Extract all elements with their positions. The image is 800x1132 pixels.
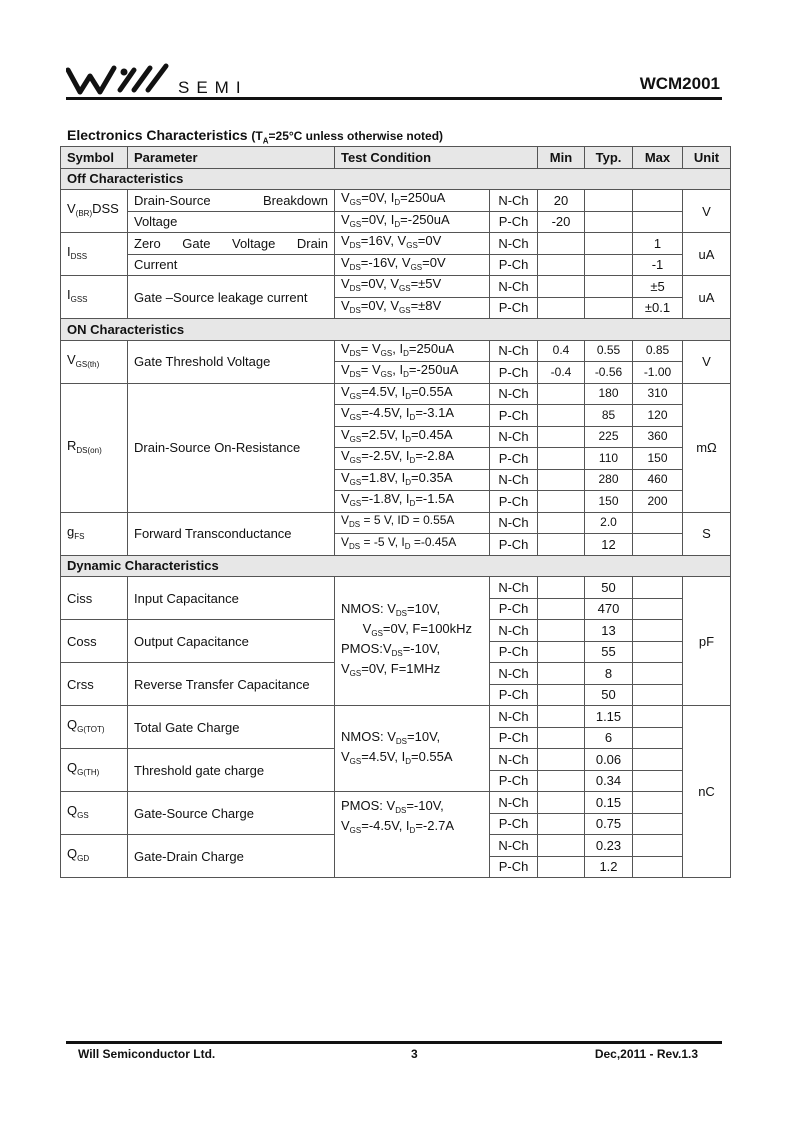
typ-value: 0.15: [585, 792, 633, 814]
symbol-vgsth: $V_{GS(th)}$: [61, 340, 128, 383]
param-vbr-line1: Drain-Source Breakdown: [128, 190, 335, 212]
symbol-coss: Coss: [61, 620, 128, 663]
header-rule: [66, 97, 722, 100]
typ-value: 55: [585, 641, 633, 663]
channel: N-Ch: [490, 620, 538, 642]
channel: P-Ch: [490, 813, 538, 835]
col-typ: Typ.: [585, 147, 633, 169]
symbol-idss: $I_{DSS}$: [61, 233, 128, 276]
channel: N-Ch: [490, 340, 538, 362]
min-value: -20: [538, 211, 585, 233]
typ-value: 13: [585, 620, 633, 642]
param-qg: Total Gate Charge: [128, 706, 335, 749]
cond: $V_{GS}=0V$, $I_D=250uA$: [335, 190, 490, 212]
cond: $V_{GS}=-4.5V$, $I_D=-3.1A$: [335, 405, 490, 427]
typ-value: 2.0: [585, 512, 633, 534]
typ-value: 0.06: [585, 749, 633, 771]
unit: uA: [683, 233, 731, 276]
title-main: Electronics Characteristics: [67, 127, 248, 143]
channel: P-Ch: [490, 727, 538, 749]
channel: P-Ch: [490, 684, 538, 706]
symbol-qgth: $Q_{G(TH)}$: [61, 749, 128, 792]
cond: $V_{GS}=2.5V$, $I_D=0.45A$: [335, 426, 490, 448]
typ-value: 470: [585, 598, 633, 620]
cond-capacitance: NMOS: $V_{DS}=10V$, $V_{GS}=0V$, F=100kHz $PMOS:V_{DS}=-10V$, $V_{GS}=0V$, F=1MHz: [335, 577, 490, 706]
cond: $V_{GS}=4.5V$, $I_D=0.55A$: [335, 383, 490, 405]
channel: P-Ch: [490, 641, 538, 663]
param-vth: Gate Threshold Voltage: [128, 340, 335, 383]
typ-value: 225: [585, 426, 633, 448]
unit: mΩ: [683, 383, 731, 512]
cond: $V_{DS}=-16V$, $V_{GS}=0V$: [335, 254, 490, 276]
param-qgth: Threshold gate charge: [128, 749, 335, 792]
brand-text: SEMI: [178, 78, 248, 97]
max-value: 360: [633, 426, 683, 448]
table-header-row: [61, 147, 731, 169]
typ-value: 0.55: [585, 340, 633, 362]
channel: P-Ch: [490, 491, 538, 513]
section-title: [67, 127, 443, 145]
param-gfs: Forward Transconductance: [128, 512, 335, 555]
symbol-ciss: Ciss: [61, 577, 128, 620]
param-igss: Gate –Source leakage current: [128, 276, 335, 319]
channel: P-Ch: [490, 297, 538, 319]
table-row: [61, 512, 731, 534]
param-ciss: Input Capacitance: [128, 577, 335, 620]
channel: P-Ch: [490, 405, 538, 427]
channel: N-Ch: [490, 276, 538, 298]
unit: V: [683, 340, 731, 383]
symbol-vbrdss: $V_{(BR)}DSS$: [61, 190, 128, 233]
typ-value: 50: [585, 684, 633, 706]
channel: N-Ch: [490, 835, 538, 857]
table-row: [61, 211, 731, 233]
typ-value: 12: [585, 534, 633, 556]
cond: $V_{GS}=0V$, $I_D=-250uA$: [335, 211, 490, 233]
param-qgs: Gate-Source Charge: [128, 792, 335, 835]
min-value: 20: [538, 190, 585, 212]
cond: $V_{DS}=0V$, $V_{GS}=\pm 5V$: [335, 276, 490, 298]
cond: $V_{DS}=16V$, $V_{GS}=0V$: [335, 233, 490, 255]
unit: nC: [683, 706, 731, 878]
param-idss-line1: Zero Gate Voltage Drain: [128, 233, 335, 255]
max-value: ±0.1: [633, 297, 683, 319]
typ-value: 8: [585, 663, 633, 685]
max-value: 120: [633, 405, 683, 427]
typ-value: 85: [585, 405, 633, 427]
col-unit: Unit: [683, 147, 731, 169]
cond: $V_{GS}=-1.8V$, $I_D=-1.5A$: [335, 491, 490, 513]
page-header: [66, 62, 720, 102]
channel: P-Ch: [490, 856, 538, 878]
channel: N-Ch: [490, 469, 538, 491]
cond: $V_{GS}=-2.5V$, $I_D=-2.8A$: [335, 448, 490, 470]
footer-company: Will Semiconductor Ltd.: [78, 1047, 216, 1061]
table-row: [61, 233, 731, 255]
symbol-igss: $I_{GSS}$: [61, 276, 128, 319]
channel: P-Ch: [490, 598, 538, 620]
typ-value: 0.34: [585, 770, 633, 792]
unit: uA: [683, 276, 731, 319]
symbol-crss: Crss: [61, 663, 128, 706]
symbol-gfs: $g_{FS}$: [61, 512, 128, 555]
table-row: [61, 254, 731, 276]
channel: P-Ch: [490, 770, 538, 792]
channel: P-Ch: [490, 534, 538, 556]
typ-value: 6: [585, 727, 633, 749]
characteristics-table: [60, 146, 731, 878]
channel: N-Ch: [490, 706, 538, 728]
channel: N-Ch: [490, 512, 538, 534]
typ-value: 0.75: [585, 813, 633, 835]
cond: $V_{DS}=0V$, $V_{GS}=\pm 8V$: [335, 297, 490, 319]
channel: N-Ch: [490, 577, 538, 599]
max-value: 200: [633, 491, 683, 513]
channel: P-Ch: [490, 448, 538, 470]
will-semi-logo: [66, 62, 172, 96]
channel: N-Ch: [490, 383, 538, 405]
typ-value: 1.2: [585, 856, 633, 878]
footer-revision: Dec,2011 - Rev.1.3: [594, 1047, 698, 1061]
max-value: 150: [633, 448, 683, 470]
typ-value: 0.23: [585, 835, 633, 857]
symbol-rdson: $R_{DS(on)}$: [61, 383, 128, 512]
table-row: [61, 792, 731, 814]
typ-value: 50: [585, 577, 633, 599]
symbol-qgtot: $Q_{G(TOT)}$: [61, 706, 128, 749]
cond-charge-nmos: NMOS: $V_{DS}=10V$, $V_{GS}=4.5V$, $I_D=0.55A$: [335, 706, 490, 792]
max-value: -1: [633, 254, 683, 276]
param-qgd: Gate-Drain Charge: [128, 835, 335, 878]
col-max: Max: [633, 147, 683, 169]
param-rds: Drain-Source On-Resistance: [128, 383, 335, 512]
col-parameter: Parameter: [128, 147, 335, 169]
section-row-on: ON Characteristics: [61, 319, 731, 341]
channel: P-Ch: [490, 254, 538, 276]
channel: P-Ch: [490, 362, 538, 384]
min-value: -0.4: [538, 362, 585, 384]
param-crss: Reverse Transfer Capacitance: [128, 663, 335, 706]
cond: $V_{DS} = -5$ V, $I_D =-0.45A$: [335, 534, 490, 556]
typ-value: 280: [585, 469, 633, 491]
footer-rule: [66, 1041, 722, 1044]
unit: S: [683, 512, 731, 555]
max-value: 310: [633, 383, 683, 405]
channel: N-Ch: [490, 233, 538, 255]
max-value: 460: [633, 469, 683, 491]
table-row: [61, 340, 731, 362]
typ-value: 110: [585, 448, 633, 470]
table-row: [61, 276, 731, 298]
table-row: [61, 190, 731, 212]
max-value: -1.00: [633, 362, 683, 384]
col-test-condition: Test Condition: [335, 147, 538, 169]
typ-value: 1.15: [585, 706, 633, 728]
table-row: [61, 706, 731, 728]
unit: pF: [683, 577, 731, 706]
param-idss-line2: Current: [128, 254, 335, 276]
table-row: [61, 383, 731, 405]
min-value: 0.4: [538, 340, 585, 362]
section-row-dynamic: Dynamic Characteristics: [61, 555, 731, 577]
footer-page-number: 3: [411, 1047, 418, 1061]
part-number: WCM2001: [639, 74, 720, 93]
channel: N-Ch: [490, 663, 538, 685]
cond: $V_{DS} = 5$ V, ID = 0.55A: [335, 512, 490, 534]
cond: $V_{GS}=1.8V$, $I_D=0.35A$: [335, 469, 490, 491]
typ-value: 150: [585, 491, 633, 513]
col-symbol: Symbol: [61, 147, 128, 169]
channel: P-Ch: [490, 211, 538, 233]
cond: $V_{DS}= V_{GS}$, $I_D=-250uA$: [335, 362, 490, 384]
cond-charge-pmos: PMOS: $V_{DS}=-10V$, $V_{GS}=-4.5V$, $I_D=-2.7A$: [335, 792, 490, 878]
table-row: [61, 577, 731, 599]
channel: N-Ch: [490, 426, 538, 448]
typ-value: 180: [585, 383, 633, 405]
max-value: 1: [633, 233, 683, 255]
col-min: Min: [538, 147, 585, 169]
symbol-qgs: $Q_{GS}$: [61, 792, 128, 835]
param-vbr-line2: Voltage: [128, 211, 335, 233]
cond: $V_{DS}= V_{GS}$, $I_D=250uA$: [335, 340, 490, 362]
channel: N-Ch: [490, 749, 538, 771]
title-note: ($T_A=25^\circ C$ unless otherwise noted): [251, 129, 444, 146]
param-coss: Output Capacitance: [128, 620, 335, 663]
channel: N-Ch: [490, 792, 538, 814]
channel: N-Ch: [490, 190, 538, 212]
unit: V: [683, 190, 731, 233]
section-row-off: Off Characteristics: [61, 168, 731, 190]
symbol-qgd: $Q_{GD}$: [61, 835, 128, 878]
max-value: ±5: [633, 276, 683, 298]
typ-value: -0.56: [585, 362, 633, 384]
max-value: 0.85: [633, 340, 683, 362]
